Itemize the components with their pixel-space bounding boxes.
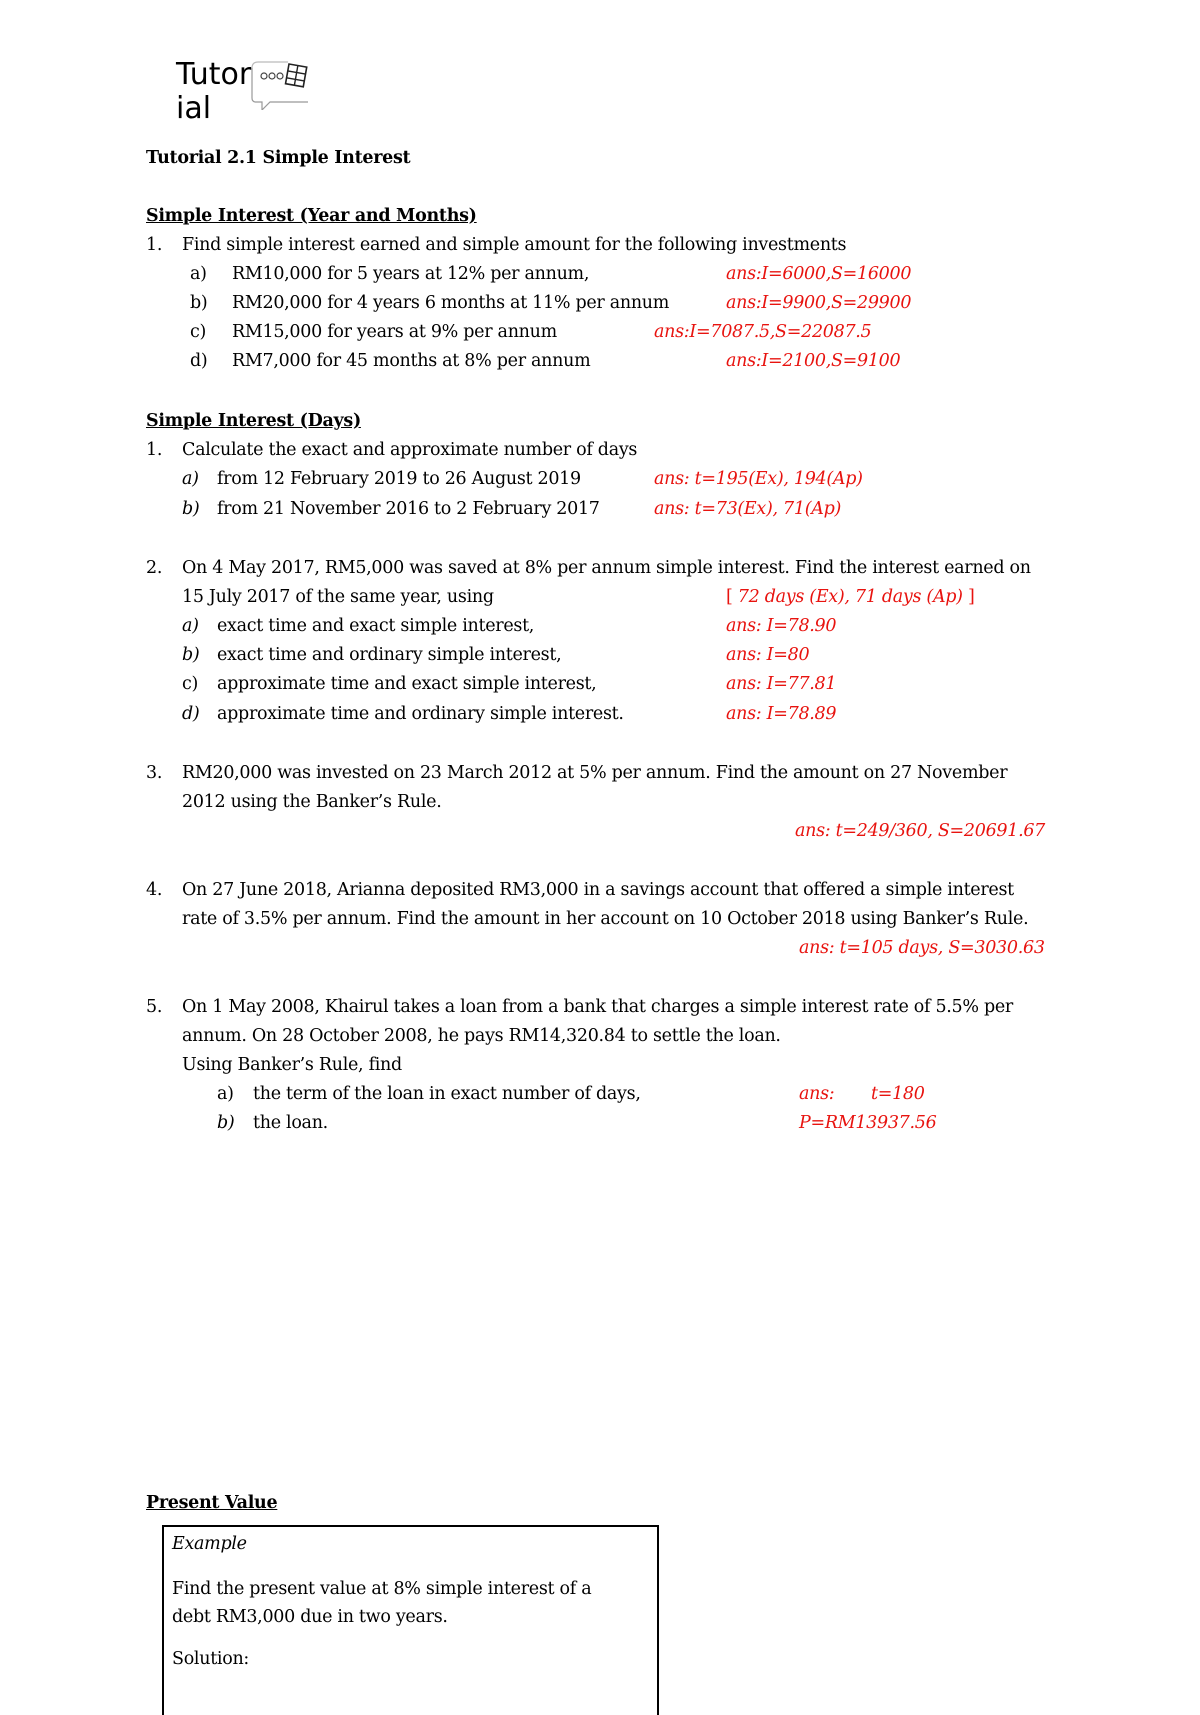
example-text: debt RM3,000 due in two years. (172, 1607, 448, 1627)
example-label: Example (172, 1534, 247, 1554)
question-number: 3. (146, 763, 163, 783)
answer-label: ans: (799, 1084, 835, 1104)
question-text: On 1 May 2008, Khairul takes a loan from a bank that charges a simple interest rate of 5.5% per (182, 997, 1014, 1017)
item-label: a) (217, 1084, 234, 1104)
speech-bubble-icon (248, 58, 328, 110)
question-number: 2. (146, 558, 163, 578)
answer-text: ans: t=105 days, S=3030.63 (799, 938, 1045, 958)
answer-text: ans:I=2100,S=9100 (726, 351, 901, 371)
example-text: Find the present value at 8% simple interest of a (172, 1579, 592, 1599)
question-number: 4. (146, 880, 163, 900)
question-text: rate of 3.5% per annum. Find the amount in her account on 10 October 2018 using Banker’s Rule. (182, 909, 1029, 929)
question-number: 5. (146, 997, 163, 1017)
item-text: RM10,000 for 5 years at 12% per annum, (232, 264, 590, 284)
answer-text: ans:I=6000,S=16000 (726, 264, 912, 284)
question-number: 1. (146, 440, 163, 460)
item-label: b) (217, 1113, 235, 1133)
example-solution-label: Solution: (172, 1649, 250, 1669)
section-heading-present-value: Present Value (146, 1493, 278, 1513)
question-text: RM20,000 was invested on 23 March 2012 at 5% per annum. Find the amount on 27 November (182, 763, 1008, 783)
item-text: from 21 November 2016 to 2 February 2017 (217, 499, 600, 519)
note-bracket-close: ] (967, 587, 975, 607)
item-text: approximate time and exact simple interest, (217, 674, 597, 694)
item-label: a) (190, 264, 207, 284)
item-label: b) (190, 293, 208, 313)
answer-text: ans: t=249/360, S=20691.67 (795, 821, 1046, 841)
question-number: 1. (146, 235, 163, 255)
question-text: Calculate the exact and approximate number of days (182, 440, 638, 460)
item-text: exact time and ordinary simple interest, (217, 645, 562, 665)
document-title: Tutorial 2.1 Simple Interest (146, 148, 411, 168)
question-text: 15 July 2017 of the same year, using (182, 587, 494, 607)
question-text: annum. On 28 October 2008, he pays RM14,320.84 to settle the loan. (182, 1026, 781, 1046)
question-text: Find simple interest earned and simple amount for the following investments (182, 235, 847, 255)
section-heading-days: Simple Interest (Days) (146, 411, 361, 431)
item-label: a) (182, 469, 199, 489)
item-label: b) (182, 645, 200, 665)
question-text: Using Banker’s Rule, find (182, 1055, 402, 1075)
item-text: RM7,000 for 45 months at 8% per annum (232, 351, 591, 371)
item-label: a) (182, 616, 199, 636)
note-text: 72 days (Ex), 71 days (Ap) (732, 587, 968, 607)
answer-text: ans:I=7087.5,S=22087.5 (654, 322, 872, 342)
item-label: d) (190, 351, 208, 371)
item-text: RM15,000 for years at 9% per annum (232, 322, 557, 342)
answer-text: ans: t=73(Ex), 71(Ap) (654, 499, 841, 519)
answer-text: ans: I=78.90 (726, 616, 837, 636)
item-label: b) (182, 499, 200, 519)
answer-text: ans: I=78.89 (726, 704, 837, 724)
answer-text: t=180 (871, 1084, 925, 1104)
item-text: the term of the loan in exact number of days, (253, 1084, 641, 1104)
answer-text: ans: t=195(Ex), 194(Ap) (654, 469, 863, 489)
logo-text-line2: ial (176, 91, 212, 126)
answer-text: ans:I=9900,S=29900 (726, 293, 912, 313)
item-text: approximate time and ordinary simple interest. (217, 704, 624, 724)
answer-text: P=RM13937.56 (799, 1113, 937, 1133)
item-text: the loan. (253, 1113, 328, 1133)
item-text: RM20,000 for 4 years 6 months at 11% per annum (232, 293, 670, 313)
answer-text: ans: I=77.81 (726, 674, 837, 694)
item-label: c) (182, 674, 199, 694)
item-text: exact time and exact simple interest, (217, 616, 535, 636)
question-text: 2012 using the Banker’s Rule. (182, 792, 442, 812)
question-text: On 4 May 2017, RM5,000 was saved at 8% per annum simple interest. Find the interest earned on (182, 558, 1031, 578)
question-text: On 27 June 2018, Arianna deposited RM3,000 in a savings account that offered a simple interest (182, 880, 1014, 900)
item-text: from 12 February 2019 to 26 August 2019 (217, 469, 581, 489)
note-bracket-open: [ (726, 587, 733, 607)
answer-text: ans: I=80 (726, 645, 810, 665)
tutorial-logo (176, 58, 326, 138)
section-heading-years-months: Simple Interest (Year and Months) (146, 206, 477, 226)
days-note (726, 583, 975, 612)
item-label: c) (190, 322, 207, 342)
item-label: d) (182, 704, 200, 724)
logo-text-line1: Tutor (176, 57, 252, 92)
